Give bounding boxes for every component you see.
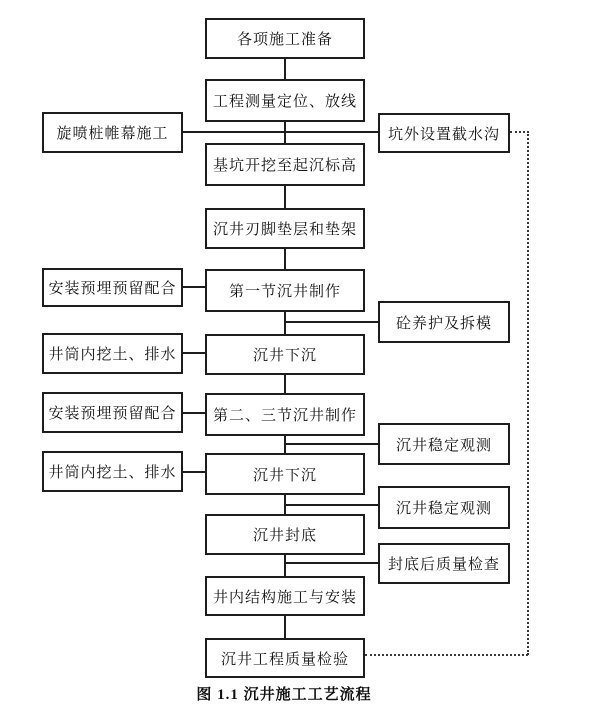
node-pit-excavation-to-elevation: 基坑开挖至起沉标高 (205, 143, 365, 186)
connector-main-6-7 (284, 375, 286, 393)
connector-stability1-branch (284, 443, 378, 445)
node-second-third-section-fabrication: 第二、三节沉井制作 (205, 393, 365, 436)
connector-main-9-10 (284, 555, 286, 576)
node-internal-structure-installation: 井内结构施工与安装 (205, 576, 365, 616)
connector-excavation1-branch (183, 352, 205, 354)
connector-main-3-4 (284, 186, 286, 208)
node-excavation-drainage-1: 井筒内挖土、排水 (42, 333, 183, 374)
node-cutting-edge-cushion: 沉井刃脚垫层和垫架 (205, 208, 365, 249)
node-concrete-curing-formwork: 砼养护及拆模 (378, 301, 510, 343)
node-excavation-drainage-2: 井筒内挖土、排水 (42, 451, 183, 492)
node-embedded-parts-1: 安装预埋预留配合 (42, 268, 183, 307)
connector-embedded1-branch (183, 286, 205, 288)
node-embedded-parts-2: 安装预埋预留配合 (42, 392, 183, 433)
connector-main-4-5 (284, 249, 286, 269)
node-stability-observation-1: 沉井稳定观测 (378, 423, 510, 465)
connector-embedded2-branch (183, 412, 205, 414)
connector-main-10-11 (284, 616, 286, 638)
connector-dotted-right (527, 131, 529, 655)
connector-curing-branch (284, 321, 378, 323)
node-caisson-sinking-2: 沉井下沉 (205, 453, 365, 495)
node-survey-positioning-layout: 工程测量定位、放线 (205, 79, 365, 122)
connector-curtain-ditch-cross (183, 131, 378, 133)
node-post-sealing-quality-check: 封底后质量检查 (378, 543, 510, 584)
node-bottom-sealing: 沉井封底 (205, 514, 365, 555)
figure-caption: 图 1.1 沉井施工工艺流程 (196, 687, 372, 703)
node-stability-observation-2: 沉井稳定观测 (378, 486, 510, 529)
connector-dotted-bottom (365, 654, 528, 656)
connector-main-1-2 (284, 59, 286, 79)
connector-main-5-6 (284, 312, 286, 334)
node-construction-preparation: 各项施工准备 (205, 18, 365, 59)
node-intercepting-ditch: 坑外设置截水沟 (378, 113, 510, 153)
node-caisson-sinking-1: 沉井下沉 (205, 334, 365, 375)
connector-quality-check-branch (284, 562, 378, 564)
connector-stability2-branch (284, 504, 378, 506)
node-project-quality-inspection: 沉井工程质量检验 (205, 638, 365, 678)
connector-excavation2-branch (183, 471, 205, 473)
node-first-section-fabrication: 第一节沉井制作 (205, 269, 365, 312)
node-jet-grouting-curtain: 旋喷桩帷幕施工 (42, 112, 183, 153)
